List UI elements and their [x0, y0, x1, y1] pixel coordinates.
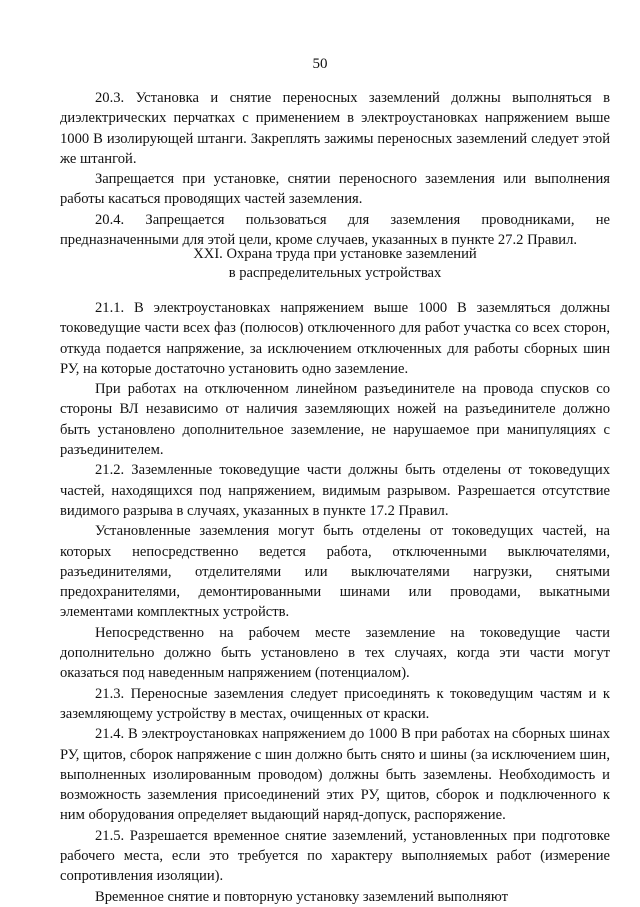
paragraph-21-1: 21.1. В электроустановках напряжением выше 1000 В заземляться должны токоведущие части всех фаз (полюсов) отключенного для работ участка со всех сторон, откуда подается напряжение, за исключением отключенных для работы сборных шин РУ, на которые достаточно установить одно заземление. [60, 300, 610, 377]
paragraph-line-disconnector: При работах на отключенном линейном разъединителе на провода спусков со стороны ВЛ независимо от наличия заземляющих ножей на разъединителе должно быть установлено дополнительное заземление, не нарушаемое при манипуляциях с разъединителем. [60, 381, 610, 459]
section-heading [60, 245, 610, 283]
paragraph-20-3: 20.3. Установка и снятие переносных заземлений должны выполняться в диэлектрических перчатках с применением в электроустановках напряжением выше 1000 В изолирующей штанги. Закреплять зажимы переносных заземлений следует этой же штангой. [60, 90, 610, 167]
paragraph-installed-groundings: Установленные заземления могут быть отделены от токоведущих частей, на которых непосредственно ведется работа, отключенными выключателями, разъединителями, отделителями или выключателями нагрузки, снятыми предохранителями, демонтированными шинами или проводами, выкатными элементами комплектных устройств. [60, 523, 610, 621]
paragraph-21-4: 21.4. В электроустановках напряжением до 1000 В при работах на сборных шинах РУ, щитов, сборок напряжение с шин должно быть снято и шины (за исключением шин, выполненных изолированным проводом) должны быть заземлены. Необходимость и возможность заземления присоединений этих РУ, щитов, сборок и подключенного к ним оборудования определяет выдающий наряд-допуск, распоряжение. [60, 726, 610, 824]
paragraph-21-2: 21.2. Заземленные токоведущие части должны быть отделены от токоведущих частей, находящихся под напряжением, видимым разрывом. Разрешается отсутствие видимого разрыва в случаях, указанных в пункте 17.2 Правил. [60, 462, 610, 519]
section-heading-line-2: в распределительных устройствах [228, 265, 442, 281]
paragraph-21-3: 21.3. Переносные заземления следует присоединять к токоведущим частям и к заземляющему устройству в местах, очищенных от краски. [60, 685, 610, 722]
paragraph-temporary-removal: Временное снятие и повторную установку заземлений выполняют [95, 888, 508, 905]
section-heading-line-1: XXI. Охрана труда при установке заземлений [193, 246, 477, 262]
paragraph-20-4: 20.4. Запрещается пользоваться для заземления проводниками, не предназначенными для этой цели, кроме случаев, указанных в пункте 27.2 Правил. [60, 211, 610, 249]
top-text-block [60, 88, 610, 250]
section-text-block [60, 298, 610, 907]
paragraph-prohibition: Запрещается при установке, снятии переносного заземления или выполнения работы касаться проводящих частей заземления. [60, 171, 610, 208]
page-number: 50 [312, 56, 328, 72]
paragraph-21-5: 21.5. Разрешается временное снятие заземлений, установленных при подготовке рабочего места, если это требуется по характеру выполняемых работ (измерение сопротивления изоляции). [60, 827, 610, 885]
paragraph-workplace-grounding: Непосредственно на рабочем месте заземление на токоведущие части дополнительно должно быть установлено в тех случаях, когда эти части могут оказаться под наведенным напряжением (потенциалом). [60, 624, 610, 682]
